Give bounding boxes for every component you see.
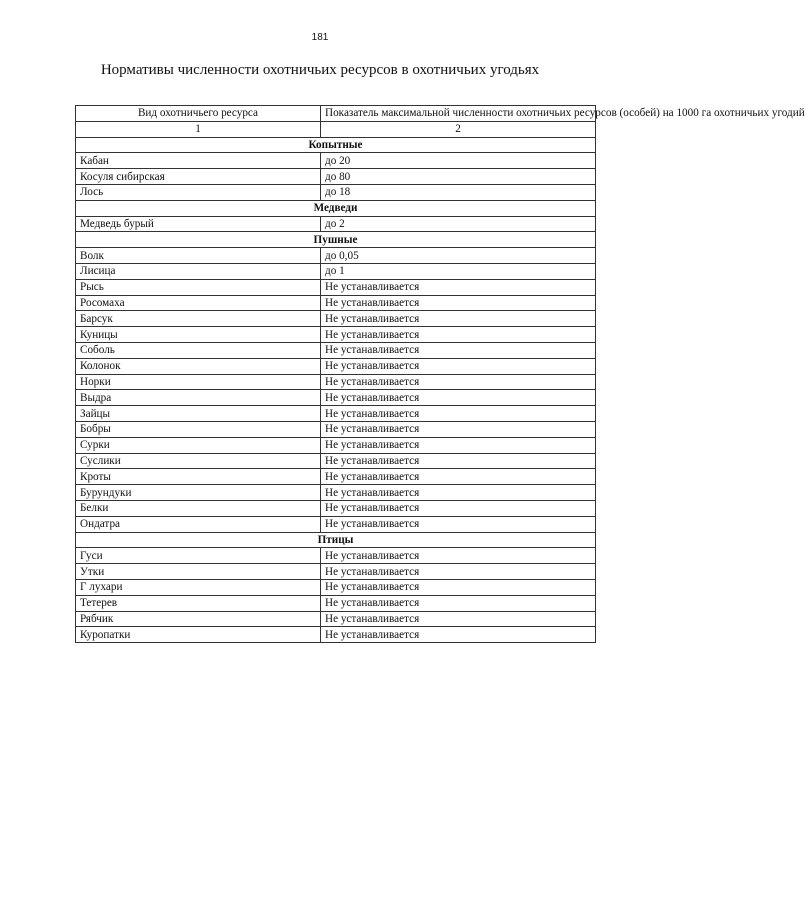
table-row bbox=[76, 184, 596, 200]
table-row bbox=[76, 548, 596, 564]
value-cell: Не устанавливается bbox=[321, 327, 596, 343]
value-cell: Не устанавливается bbox=[321, 516, 596, 532]
table-row bbox=[76, 579, 596, 595]
value-cell: Не устанавливается bbox=[321, 374, 596, 390]
value-cell: до 0,05 bbox=[321, 248, 596, 264]
header-species: Вид охотничьего ресурса bbox=[76, 106, 321, 122]
table-row bbox=[76, 406, 596, 422]
species-cell: Утки bbox=[76, 564, 321, 580]
table-row bbox=[76, 627, 596, 643]
value-cell: Не устанавливается bbox=[321, 406, 596, 422]
species-cell: Кабан bbox=[76, 153, 321, 169]
table-row bbox=[76, 500, 596, 516]
group-heading: Птицы bbox=[76, 532, 596, 548]
species-cell: Суслики bbox=[76, 453, 321, 469]
value-cell: Не устанавливается bbox=[321, 279, 596, 295]
species-cell: Бобры bbox=[76, 421, 321, 437]
species-cell: Волк bbox=[76, 248, 321, 264]
species-cell: Выдра bbox=[76, 390, 321, 406]
table-row bbox=[76, 311, 596, 327]
species-cell: Норки bbox=[76, 374, 321, 390]
table-row bbox=[76, 248, 596, 264]
species-cell: Куропатки bbox=[76, 627, 321, 643]
table-row bbox=[76, 169, 596, 185]
value-cell: Не устанавливается bbox=[321, 485, 596, 501]
table-row bbox=[76, 263, 596, 279]
header-row bbox=[76, 106, 596, 122]
table-row bbox=[76, 279, 596, 295]
value-cell: до 80 bbox=[321, 169, 596, 185]
value-cell: Не устанавливается bbox=[321, 564, 596, 580]
species-cell: Г лухари bbox=[76, 579, 321, 595]
table-row bbox=[76, 390, 596, 406]
group-heading: Медведи bbox=[76, 200, 596, 216]
species-cell: Лисица bbox=[76, 263, 321, 279]
column-number-2: 2 bbox=[321, 121, 596, 137]
species-cell: Колонок bbox=[76, 358, 321, 374]
species-cell: Росомаха bbox=[76, 295, 321, 311]
value-cell: Не устанавливается bbox=[321, 611, 596, 627]
value-cell: Не устанавливается bbox=[321, 437, 596, 453]
species-cell: Рысь bbox=[76, 279, 321, 295]
table-row bbox=[76, 485, 596, 501]
species-cell: Лось bbox=[76, 184, 321, 200]
table-row bbox=[76, 342, 596, 358]
value-cell: Не устанавливается bbox=[321, 295, 596, 311]
species-cell: Соболь bbox=[76, 342, 321, 358]
group-heading: Копытные bbox=[76, 137, 596, 153]
value-cell: Не устанавливается bbox=[321, 500, 596, 516]
norms-table bbox=[75, 105, 805, 643]
value-cell: Не устанавливается bbox=[321, 627, 596, 643]
species-cell: Ондатра bbox=[76, 516, 321, 532]
species-cell: Барсук bbox=[76, 311, 321, 327]
value-cell: до 18 bbox=[321, 184, 596, 200]
value-cell: Не устанавливается bbox=[321, 311, 596, 327]
table-row bbox=[76, 564, 596, 580]
species-cell: Тетерев bbox=[76, 595, 321, 611]
table-body bbox=[76, 137, 596, 643]
species-cell: Бурундуки bbox=[76, 485, 321, 501]
value-cell: до 2 bbox=[321, 216, 596, 232]
value-cell: Не устанавливается bbox=[321, 595, 596, 611]
value-cell: Не устанавливается bbox=[321, 390, 596, 406]
value-cell: Не устанавливается bbox=[321, 469, 596, 485]
table-row bbox=[76, 453, 596, 469]
species-cell: Сурки bbox=[76, 437, 321, 453]
table-row bbox=[76, 421, 596, 437]
group-row bbox=[76, 200, 596, 216]
page-title: Нормативы численности охотничьих ресурсов в охотничьих угодьях bbox=[100, 62, 540, 78]
page-number: 181 bbox=[311, 32, 329, 43]
species-cell: Кроты bbox=[76, 469, 321, 485]
table-row bbox=[76, 516, 596, 532]
table-row bbox=[76, 437, 596, 453]
species-cell: Зайцы bbox=[76, 406, 321, 422]
species-cell: Косуля сибирская bbox=[76, 169, 321, 185]
value-cell: Не устанавливается bbox=[321, 421, 596, 437]
value-cell: до 20 bbox=[321, 153, 596, 169]
table-row bbox=[76, 216, 596, 232]
column-number-row bbox=[76, 121, 596, 137]
table-row bbox=[76, 295, 596, 311]
value-cell: Не устанавливается bbox=[321, 548, 596, 564]
species-cell: Медведь бурый bbox=[76, 216, 321, 232]
species-cell: Рябчик bbox=[76, 611, 321, 627]
group-row bbox=[76, 137, 596, 153]
species-cell: Белки bbox=[76, 500, 321, 516]
header-max-density: Показатель максимальной численности охотничьих ресурсов (особей) на 1000 га охотничьих угодий bbox=[321, 106, 596, 122]
value-cell: Не устанавливается bbox=[321, 579, 596, 595]
group-row bbox=[76, 232, 596, 248]
table-row bbox=[76, 611, 596, 627]
column-number-1: 1 bbox=[76, 121, 321, 137]
value-cell: до 1 bbox=[321, 263, 596, 279]
table-row bbox=[76, 374, 596, 390]
value-cell: Не устанавливается bbox=[321, 358, 596, 374]
species-cell: Гуси bbox=[76, 548, 321, 564]
table-row bbox=[76, 595, 596, 611]
species-cell: Куницы bbox=[76, 327, 321, 343]
table-row bbox=[76, 153, 596, 169]
group-heading: Пушные bbox=[76, 232, 596, 248]
table-row bbox=[76, 469, 596, 485]
table-row bbox=[76, 358, 596, 374]
value-cell: Не устанавливается bbox=[321, 342, 596, 358]
value-cell: Не устанавливается bbox=[321, 453, 596, 469]
table-row bbox=[76, 327, 596, 343]
group-row bbox=[76, 532, 596, 548]
